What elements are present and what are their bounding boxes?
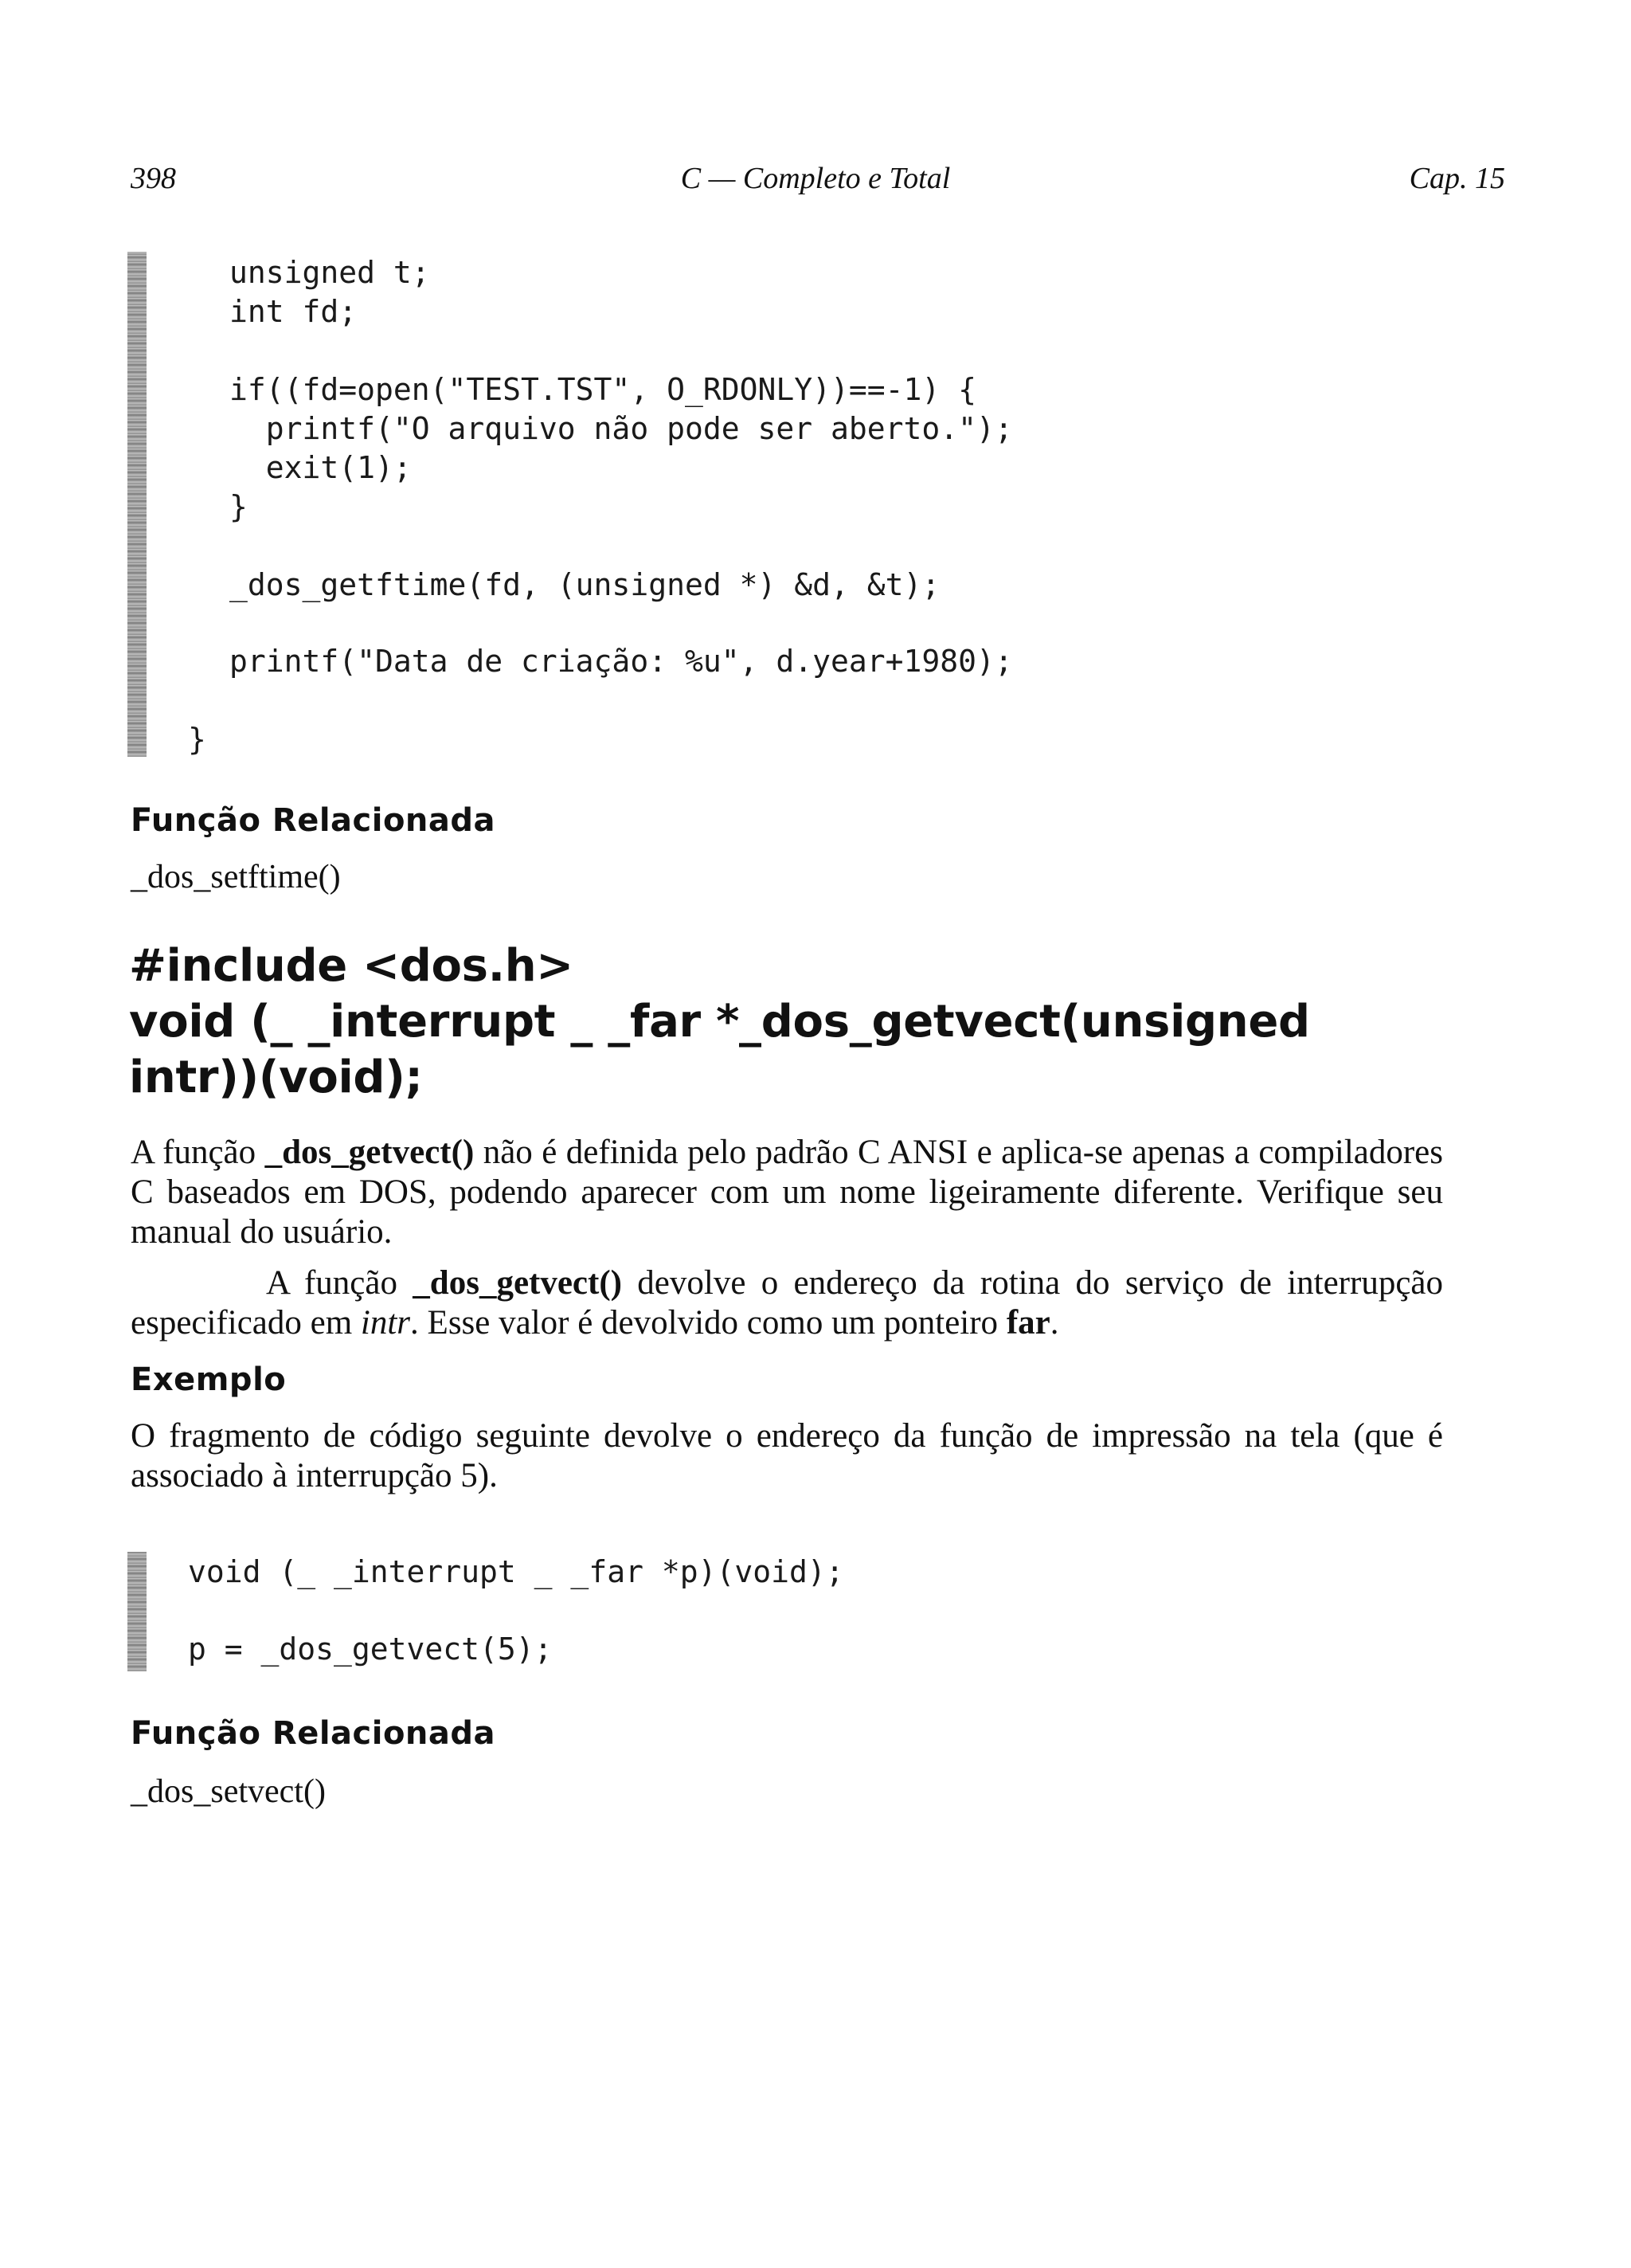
code-line: exit(1); xyxy=(229,450,412,485)
code-margin-bar xyxy=(127,1552,147,1671)
code-line: _dos_getftime(fd, (unsigned *) &d, &t); xyxy=(229,567,941,602)
page-number: 398 xyxy=(131,162,176,195)
code-line: printf("Data de criação: %u", d.year+1980); xyxy=(229,644,1013,679)
prototype-signature-line: void (_ _interrupt _ _far *_dos_getvect(unsigned xyxy=(129,996,1310,1048)
function-name: _dos_getvect() xyxy=(264,1134,475,1171)
code-margin-bar xyxy=(127,252,147,757)
related-function-heading: Função Relacionada xyxy=(131,1715,496,1752)
related-function-name: _dos_setftime() xyxy=(131,859,341,895)
code-line: } xyxy=(188,722,206,757)
code-line: int fd; xyxy=(229,294,358,329)
prototype-include-line: #include <dos.h> xyxy=(129,940,573,992)
function-name: _dos_getvect() xyxy=(413,1264,622,1302)
related-function-name: _dos_setvect() xyxy=(131,1773,326,1810)
code-line: if((fd=open("TEST.TST", O_RDONLY))==-1) { xyxy=(229,372,976,407)
code-line: void (_ _interrupt _ _far *p)(void); xyxy=(188,1554,844,1589)
chapter-label: Cap. 15 xyxy=(1409,162,1505,195)
description-paragraph-2: A função _dos_getvect() devolve o endereço da rotina do serviço de interrupção especificado em intr. Esse valor é devolvido como um ponteiro far. xyxy=(131,1264,1443,1342)
example-heading: Exemplo xyxy=(131,1361,287,1398)
code-line: printf("O arquivo não pode ser aberto."); xyxy=(229,411,1013,446)
prototype-signature-end: intr))(void); xyxy=(129,1052,423,1103)
description-paragraph-1: A função _dos_getvect() não é definida pelo padrão C ANSI e aplica-se apenas a compiladores C baseados em DOS, podendo aparecer com um nome ligeiramente diferente. Verifique seu manual do usuário. xyxy=(131,1134,1444,1251)
example-description: O fragmento de código seguinte devolve o endereço da função de impressão na tela (que é associado à interrupção 5). xyxy=(131,1417,1443,1494)
related-function-heading: Função Relacionada xyxy=(131,802,496,839)
parameter-name: intr xyxy=(360,1304,411,1342)
code-line: p = _dos_getvect(5); xyxy=(188,1631,553,1667)
far-keyword: far xyxy=(1006,1304,1050,1342)
code-line: } xyxy=(229,489,248,524)
running-title: C — Completo e Total xyxy=(680,162,951,195)
code-line: unsigned t; xyxy=(229,255,430,290)
